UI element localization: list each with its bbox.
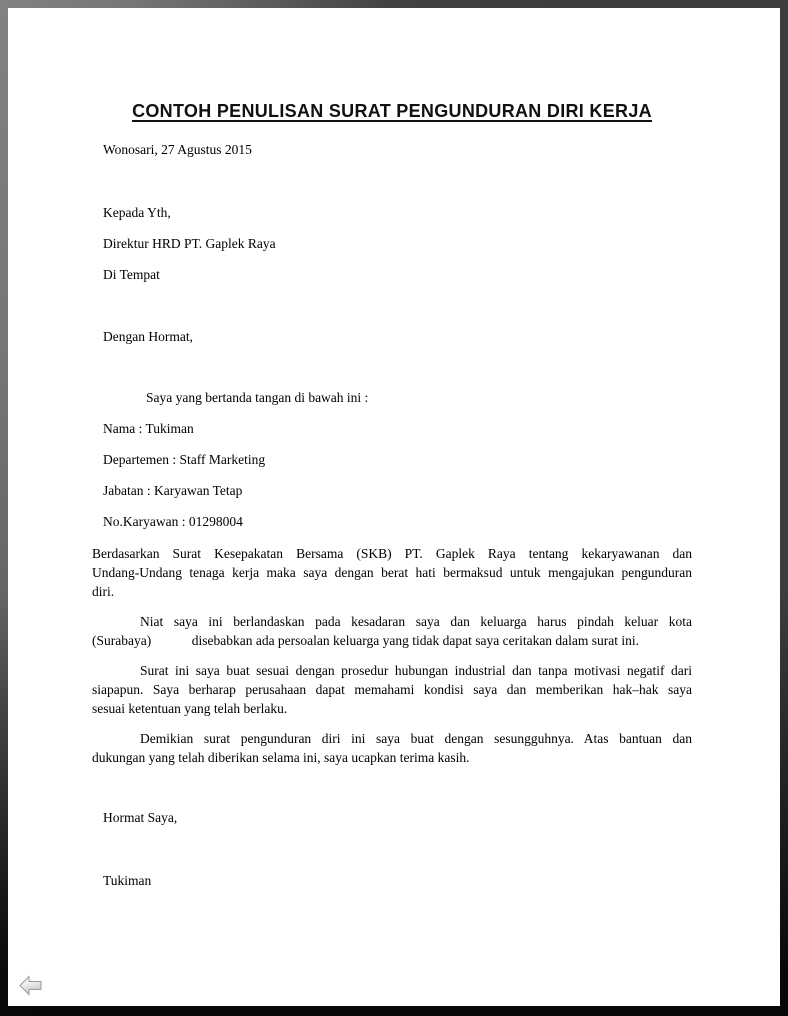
- date-line: Wonosari, 27 Agustus 2015: [103, 142, 252, 157]
- recipient-block: [92, 203, 692, 284]
- body-paragraphs: [92, 544, 692, 767]
- paragraph-line: Demikian surat pengunduran diri ini saya buat dengan sesungguhnya. Atas bantuan dan: [140, 731, 692, 746]
- paragraph-line: (Surabaya) disebabkan ada persoalan keluarga yang tidak dapat saya ceritakan dalam surat ini.: [92, 633, 640, 648]
- paragraph-line: Niat saya ini berlandaskan pada kesadaran saya dan keluarga harus pindah keluar kota: [140, 614, 692, 629]
- back-button[interactable]: [19, 975, 43, 996]
- signature-name: Tukiman: [103, 873, 152, 888]
- paragraph-line: dukungan yang telah diberikan selama ini, saya ucapkan terima kasih.: [92, 750, 470, 765]
- body-paragraph: [92, 661, 692, 718]
- identity-line: Departemen : Staff Marketing: [103, 452, 266, 467]
- recipient-line: Kepada Yth,: [103, 205, 171, 220]
- identity-line: No.Karyawan : 01298004: [103, 514, 243, 529]
- identity-line: Nama : Tukiman: [103, 421, 194, 436]
- body-paragraph: [92, 544, 692, 601]
- back-arrow-icon: [19, 975, 43, 996]
- intro-line: Saya yang bertanda tangan di bawah ini :: [146, 390, 369, 405]
- identity-block: [92, 419, 692, 531]
- letter-title: CONTOH PENULISAN SURAT PENGUNDURAN DIRI KERJA: [132, 101, 652, 121]
- body-paragraph: [92, 729, 692, 767]
- closing-line: Hormat Saya,: [103, 810, 178, 825]
- salutation-line: Dengan Hormat,: [103, 329, 193, 344]
- paragraph-line: sesuai ketentuan yang telah berlaku.: [92, 701, 288, 716]
- paragraph-line: siapapun. Saya berharap perusahaan dapat memahami kondisi saya dan memberikan hak–hak saya: [92, 682, 692, 697]
- recipient-line: Di Tempat: [103, 267, 160, 282]
- paragraph-line: Undang-Undang tenaga kerja maka saya dengan berat hati bermaksud untuk mengajukan pengunduran: [92, 565, 692, 580]
- recipient-line: Direktur HRD PT. Gaplek Raya: [103, 236, 276, 251]
- letter-page: [8, 8, 780, 1006]
- identity-line: Jabatan : Karyawan Tetap: [103, 483, 243, 498]
- body-paragraph: [92, 612, 692, 650]
- paragraph-line: Berdasarkan Surat Kesepakatan Bersama (SKB) PT. Gaplek Raya tentang kekaryawanan dan: [92, 546, 692, 561]
- paragraph-line: diri.: [92, 584, 115, 599]
- paragraph-line: Surat ini saya buat sesuai dengan prosedur hubungan industrial dan tanpa motivasi negatif dari: [140, 663, 692, 678]
